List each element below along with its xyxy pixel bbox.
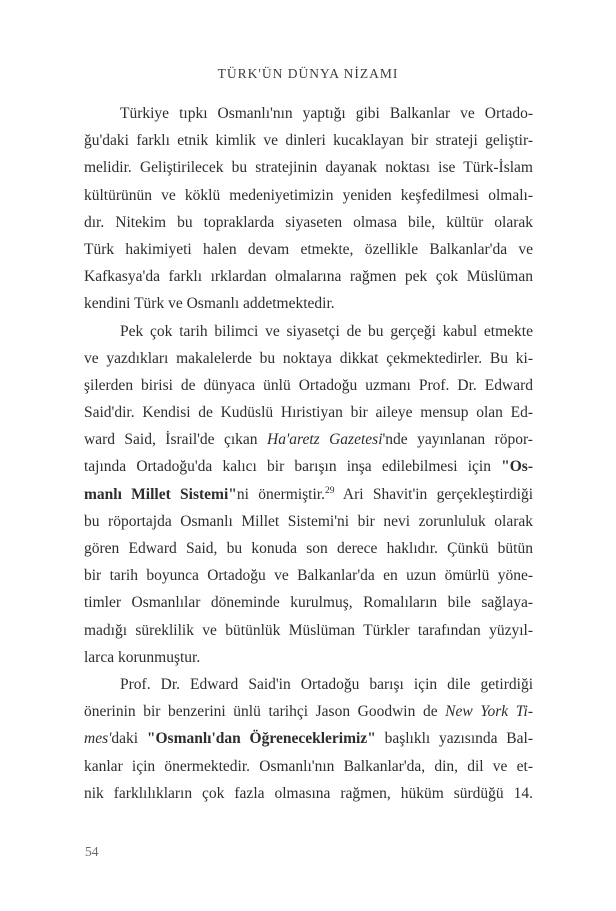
text-segment: Ha'aretz Gazetesi: [267, 431, 383, 449]
text-line: [84, 290, 533, 317]
text-segment: Said'dir. Kendisi de Kudüslü Hıristiyan bir aileye mensup olan Ed-: [84, 404, 533, 422]
paragraph: [84, 671, 533, 807]
text-line: [84, 453, 533, 480]
text-line: [84, 127, 533, 154]
text-segment: kanlar için önermektedir. Osmanlı'nın Balkanlar'da, din, dil ve et-: [84, 757, 533, 775]
text-line: [84, 236, 533, 263]
text-line: [84, 725, 533, 752]
text-segment: Prof. Dr. Edward Said'in Ortadoğu barışı için dile getirdiği: [120, 675, 533, 693]
page-number: 54: [85, 844, 99, 859]
text-line: [84, 753, 533, 780]
text-segment: mes': [84, 730, 112, 748]
text-segment: madığı süreklilik ve bütünlük Müslüman Türkler tarafından yüzyıl-: [84, 621, 533, 639]
text-segment: ward Said, İsrail'de çıkan: [84, 431, 267, 449]
text-line: [84, 209, 533, 236]
text-segment: kendini Türk ve Osmanlı addetmektedir.: [84, 295, 335, 313]
text-segment: ğu'daki farklı etnik kimlik ve dinleri kucaklayan bir strateji geliştir-: [84, 132, 533, 150]
text-segment: kültürünün ve köklü medeniyetimizin yeniden keşfedilmesi olmalı-: [84, 186, 533, 204]
text-line: [84, 372, 533, 399]
text-segment: Kafkasya'da farklı ırklardan olmalarına rağmen pek çok Müslüman: [84, 268, 533, 286]
text-line: [84, 100, 533, 127]
text-segment: dır. Nitekim bu topraklarda siyaseten olmasa bile, kültür olarak: [84, 213, 533, 231]
text-line: [84, 481, 533, 508]
text-segment: "Os-: [501, 458, 533, 476]
running-header: TÜRK'ÜN DÜNYA NİZAMI: [217, 66, 399, 81]
text-line: [84, 426, 533, 453]
text-line: [84, 644, 533, 671]
text-segment: ni önermiştir.: [236, 485, 325, 503]
text-segment: larca korunmuştur.: [84, 648, 201, 666]
text-segment: başlıklı yazısında Bal-: [375, 730, 533, 748]
text-segment: Pek çok tarih bilimci ve siyasetçi de bu gerçeği kabul etmekte: [120, 322, 533, 340]
text-segment: "Osmanlı'dan Öğreneceklerimiz": [146, 730, 376, 748]
text-segment: daki: [111, 730, 147, 748]
body-text: [84, 100, 533, 807]
text-segment: manlı Millet Sistemi": [84, 485, 237, 503]
text-line: [84, 671, 533, 698]
text-line: [84, 318, 533, 345]
text-segment: nik farklılıkların çok fazla olmasına rağmen, hüküm sürdüğü 14.: [84, 784, 533, 802]
text-line: [84, 154, 533, 181]
text-segment: 29: [324, 485, 335, 496]
text-segment: önerinin bir benzerini ünlü tarihçi Jason Goodwin de: [84, 703, 446, 721]
text-line: [84, 535, 533, 562]
text-segment: bir tarih boyunca Ortadoğu ve Balkanlar'da en uzun ömürlü yöne-: [84, 567, 533, 585]
text-segment: bu röportajda Osmanlı Millet Sistemi'ni bir nevi zorunluluk olarak: [84, 512, 533, 530]
text-segment: şilerden birisi de dünyaca ünlü Ortadoğu uzmanı Prof. Dr. Edward: [84, 376, 533, 394]
text-segment: Türk hakimiyeti halen devam etmekte, özellikle Balkanlar'da ve: [84, 240, 533, 258]
text-line: [84, 182, 533, 209]
paragraph: [84, 318, 533, 671]
text-line: [84, 780, 533, 807]
text-segment: Türkiye tıpkı Osmanlı'nın yaptığı gibi Balkanlar ve Ortado-: [120, 105, 533, 122]
text-segment: timler Osmanlılar döneminde kurulmuş, Romalıların bile sağlaya-: [84, 594, 533, 612]
text-line: [84, 617, 533, 644]
text-segment: tajında Ortadoğu'da kalıcı bir barışın inşa edilebilmesi için: [84, 458, 502, 476]
text-line: [84, 399, 533, 426]
text-line: [84, 263, 533, 290]
text-line: [84, 589, 533, 616]
text-line: [84, 698, 533, 725]
paragraph: [84, 100, 533, 318]
text-line: [84, 345, 533, 372]
text-segment: melidir. Geliştirilecek bu stratejinin dayanak noktası ise Türk-İslam: [84, 159, 533, 177]
text-line: [84, 508, 533, 535]
text-segment: ve yazdıkları makalelerde bu noktaya dikkat çekmektedirler. Bu ki-: [84, 349, 533, 367]
text-segment: Ari Shavit'in gerçekleştirdiği: [334, 485, 533, 503]
text-segment: 'nde yayınlanan röpor-: [382, 431, 533, 449]
text-segment: gören Edward Said, bu konuda son derece haklıdır. Çünkü bütün: [84, 540, 533, 557]
text-segment: New York Ti-: [445, 703, 533, 721]
text-line: [84, 562, 533, 589]
